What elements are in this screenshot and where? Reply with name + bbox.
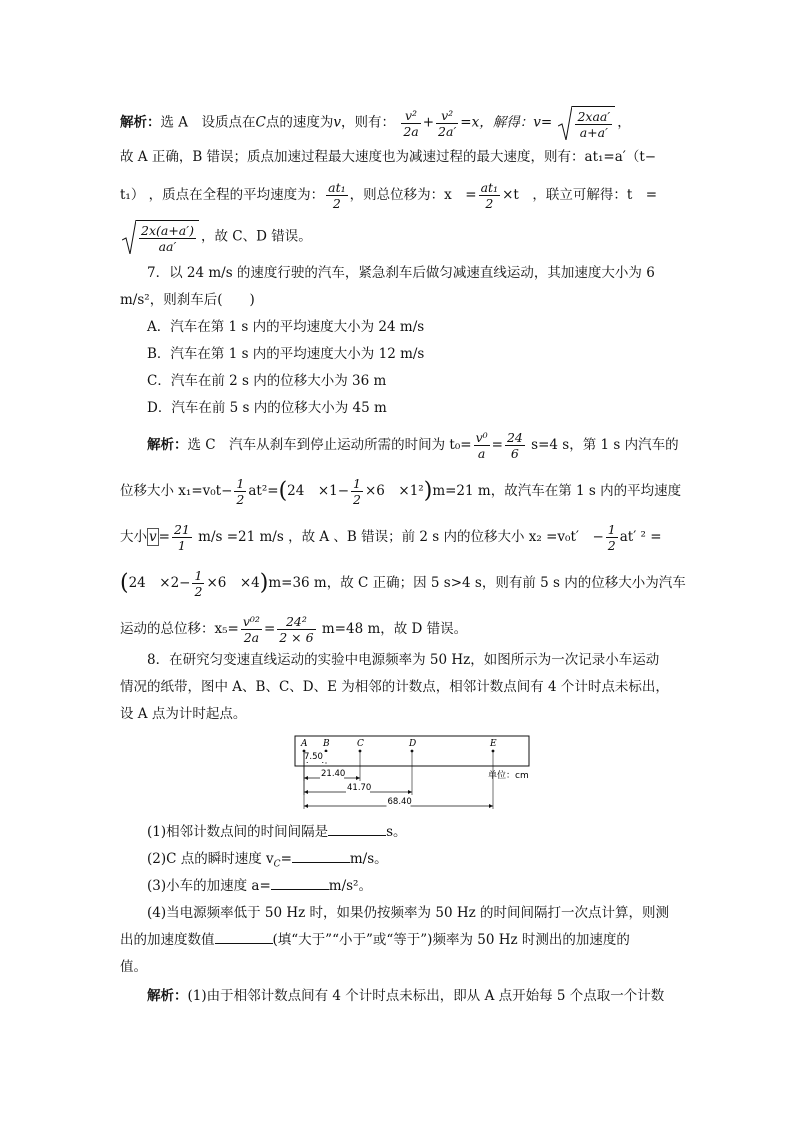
q7-option-b: B．汽车在第 1 s 内的平均速度大小为 12 m/s bbox=[147, 346, 425, 362]
square-root: $\frac{\text{2xaa′}}{a+a'}$ bbox=[558, 106, 615, 140]
fraction: $\frac{\text{24²}}{2 \times 6}$ bbox=[279, 614, 314, 645]
q8-subq-2: (2)C 点的瞬时速度 $v_C= m/s$。 bbox=[147, 851, 388, 870]
q7-solution-line-3: 大小 v = $\frac{21}{1}$ m/s =21 m/s ，故 A 、B 错误；前 2 s 内的位移大小 x₂ =v₀t′ − $\frac{1}{2}$ at′ ² = bbox=[120, 522, 662, 553]
fraction: $\frac{\text{v⁰}}{a}$ bbox=[475, 430, 488, 461]
solution-label: 解析： bbox=[120, 114, 161, 131]
q6-solution-line-1: 解析：选 A 设质点在C点的速度为v，则有： $\frac{\text{v²}}{2a}$ + $\frac{\text{v²}}{2a'}$ =x，解得：v= $\frac{\text{2xaa′}}{a+a'}$ ， bbox=[120, 107, 631, 140]
q8-subq-3: (3)小车的加速度 a= m/s²。 bbox=[147, 878, 372, 894]
point-label-b: B bbox=[323, 739, 330, 749]
q8-stem-1: 8．在研究匀变速直线运动的实验中电源频率为 50 Hz，如图所示为一次记录小车运动 bbox=[147, 652, 660, 668]
fraction: $\frac{1}{2}$ bbox=[607, 522, 616, 553]
solution-label: 解析： bbox=[147, 437, 188, 453]
fraction: $\frac{\text{at₁}}{2}$ bbox=[328, 180, 346, 211]
q7-solution-line-5: 运动的总位移：x₅= $\frac{\text{v⁰²}}{2a}$ = $\frac{\text{24²}}{2 \times 6}$ m=48 m，故 D 错误。 bbox=[120, 614, 468, 645]
point-label-d: D bbox=[409, 739, 417, 749]
fraction: $\frac{1}{2}$ bbox=[194, 568, 203, 599]
q6-solution-line-4: $\frac{2x(a+a')}{aa'}$ ，故 C、D 错误。 bbox=[120, 220, 312, 254]
arrowhead bbox=[304, 776, 308, 780]
distance-label-2: 41.70 bbox=[347, 783, 372, 793]
fraction: $\frac{1}{2}$ bbox=[353, 476, 361, 507]
unit-label: 单位：cm bbox=[488, 771, 529, 781]
answer-blank[interactable] bbox=[292, 849, 350, 863]
point-label-c: C bbox=[357, 739, 364, 749]
fraction: $\frac{21}{1}$ bbox=[173, 522, 190, 553]
q6-solution-line-2: 故 A 正确，B 错误；质点加速过程最大速度也为减速过程的最大速度，则有：at₁=a′（t− bbox=[120, 149, 657, 165]
arrowhead bbox=[356, 776, 360, 780]
q7-solution-line-2: 位移大小 x₁=v₀t− $\frac{1}{2}$ at²=(24 ×1− $\frac{1}{2}$ ×6 ×1²)m=21 m，故汽车在第 1 s 内的平均速度 bbox=[120, 476, 682, 507]
q7-stem-1: 7．以 24 m/s 的速度行驶的汽车，紧急刹车后做匀减速直线运动，其加速度大小为 6 bbox=[147, 265, 655, 281]
arrowhead bbox=[489, 804, 493, 808]
q8-subq-4-line-1: (4)当电源频率低于 50 Hz 时，如果仍按频率为 50 Hz 的时间间隔打一次点计算，则测 bbox=[147, 905, 669, 921]
fraction: $\frac{1}{2}$ bbox=[236, 476, 245, 507]
q8-solution-line-1: 解析：(1)由于相邻计数点间有 4 个计时点未标出，即从 A 点开始每 5 个点取一个计数 bbox=[147, 988, 665, 1004]
q7-option-a: A．汽车在第 1 s 内的平均速度大小为 24 m/s bbox=[147, 319, 425, 335]
arrowhead bbox=[304, 790, 308, 794]
q8-stem-2: 情况的纸带，图中 A、B、C、D、E 为相邻的计数点，相邻计数点间有 4 个计时点未标出， bbox=[120, 679, 669, 695]
q8-stem-3: 设 A 点为计时起点。 bbox=[120, 706, 247, 722]
q8-subq-1: (1)相邻计数点间的时间间隔是 s。 bbox=[147, 824, 407, 840]
average-velocity-symbol: v bbox=[149, 529, 157, 545]
arrowhead bbox=[408, 790, 412, 794]
q7-stem-2: m/s²，则刹车后( ) bbox=[120, 292, 255, 308]
paper-tape-figure bbox=[290, 733, 540, 813]
q7-solution-line-1: 解析：选 C 汽车从刹车到停止运动所需的时间为 t₀= $\frac{\text{v⁰}}{a}$ = $\frac{24}{6}$ s=4 s，第 1 s 内汽车的 bbox=[147, 430, 679, 461]
fraction: $\frac{\text{v²}}{2a'}$ bbox=[438, 107, 457, 139]
fraction: $\frac{\text{v²}}{2a}$ bbox=[403, 107, 419, 139]
q7-option-c: C．汽车在前 2 s 内的位移大小为 36 m bbox=[147, 373, 387, 389]
answer-blank[interactable] bbox=[328, 822, 386, 836]
distance-label-1: 21.40 bbox=[321, 769, 346, 779]
distance-label-0: 7.50 bbox=[304, 752, 323, 762]
q7-solution-line-4: (24 ×2− $\frac{1}{2}$ ×6 ×4)m=36 m，故 C 正确；因 5 s>4 s，则有前 5 s 内的位移大小为汽车 bbox=[120, 568, 686, 599]
fraction: $\frac{\text{at₁}}{2}$ bbox=[480, 180, 499, 211]
fraction: $\frac{\text{v⁰²}}{2a}$ bbox=[242, 614, 260, 645]
distance-label-3: 68.40 bbox=[387, 797, 412, 807]
answer-blank[interactable] bbox=[215, 930, 273, 944]
answer-blank[interactable] bbox=[271, 876, 329, 890]
q8-subq-4-line-3: 值。 bbox=[120, 959, 147, 975]
point-label-a: A bbox=[301, 739, 308, 749]
square-root: $\frac{2x(a+a')}{aa'}$ bbox=[122, 220, 199, 254]
solution-label: 解析： bbox=[147, 988, 188, 1004]
q7-option-d: D．汽车在前 5 s 内的位移大小为 45 m bbox=[147, 400, 387, 416]
q6-solution-line-3: t₁） ，质点在全程的平均速度为： $\frac{\text{at₁}}{2}$ ，则总位移为：x = $\frac{\text{at₁}}{2}$ ×t ，联立可解得：t = bbox=[120, 180, 658, 211]
fraction: $\frac{24}{6}$ bbox=[506, 430, 523, 461]
point-label-e: E bbox=[490, 739, 497, 749]
paper-tape-diagram bbox=[290, 733, 540, 813]
arrowhead bbox=[304, 804, 308, 808]
q8-subq-4-line-2: 出的加速度数值 (填“大于”“小于”或“等于”)频率为 50 Hz 时测出的加速度的 bbox=[120, 932, 630, 948]
